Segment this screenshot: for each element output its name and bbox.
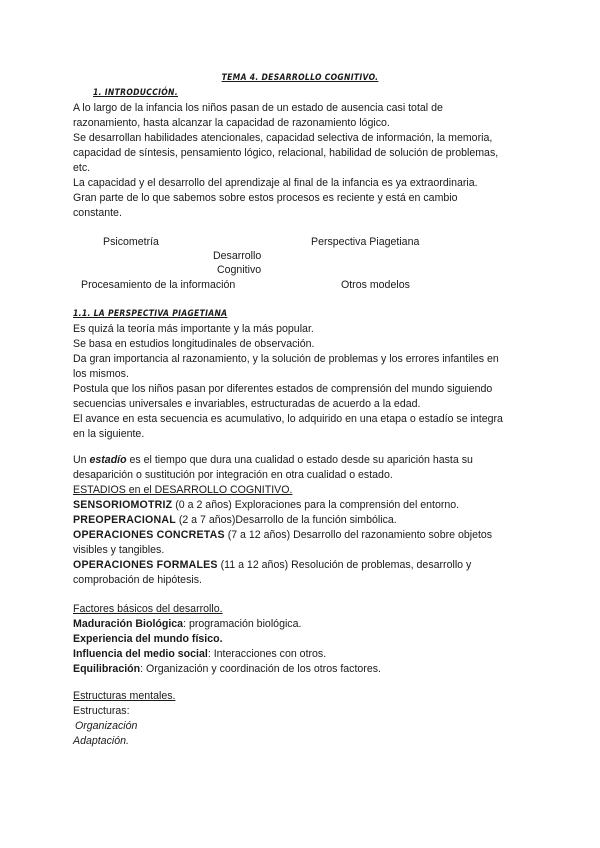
- structures-label: Estructuras:: [73, 705, 130, 717]
- diagram-center-line2: Cognitivo: [217, 264, 262, 276]
- page-title: TEMA 4. DESARROLLO COGNITIVO.: [221, 73, 379, 83]
- stage-item-continued: comprobación de hipótesis.: [73, 574, 202, 586]
- text-line: constante.: [73, 207, 122, 219]
- text-line: La capacidad y el desarrollo del aprendizaje al final de la infancia es ya extraordinaria.: [73, 177, 478, 189]
- stage-item: OPERACIONES CONCRETAS (7 a 12 años) Desarrollo del razonamiento sobre objetos: [73, 529, 493, 541]
- text-line: etc.: [73, 162, 91, 174]
- stage-item-continued: visibles y tangibles.: [73, 544, 165, 556]
- diagram-bottom-left: Procesamiento de la información: [81, 279, 236, 291]
- stage-item: OPERACIONES FORMALES (11 a 12 años) Resolución de problemas, desarrollo y: [73, 559, 472, 571]
- diagram-center-line1: Desarrollo: [213, 250, 262, 262]
- text-line: desaparición o sustitución por integración en otra cualidad o estado.: [73, 469, 393, 481]
- factor-item: Maduración Biológica: programación biológica.: [73, 618, 302, 630]
- structures-section: [73, 689, 533, 749]
- text-line: El avance en esta secuencia es acumulativo, lo adquirido en una etapa o estadío se integra: [73, 413, 503, 425]
- structure-item: Organización: [75, 720, 138, 732]
- diagram-bottom-right: Otros modelos: [341, 279, 410, 291]
- diagram-top-left: Psicometría: [103, 236, 159, 248]
- section-heading-piaget: 1.1. LA PERSPECTIVA PIAGETIANA: [73, 309, 228, 319]
- section-heading-intro: 1. INTRODUCCIÓN.: [93, 88, 178, 98]
- stage-item: SENSORIOMOTRIZ (0 a 2 años) Exploraciones para la comprensión del entorno.: [73, 499, 460, 511]
- text-line: razonamiento, hasta alcanzar la capacidad de razonamiento lógico.: [73, 117, 390, 129]
- intro-paragraph: [73, 101, 533, 221]
- structures-heading: Estructuras mentales.: [73, 690, 176, 702]
- text-line: Postula que los niños pasan por diferentes estados de comprensión del mundo siguiendo: [73, 383, 493, 395]
- factor-item: Experiencia del mundo físico.: [73, 633, 223, 645]
- estadio-definition: [73, 453, 533, 588]
- text-line: Es quizá la teoría más importante y la más popular.: [73, 323, 314, 335]
- text-line: Se basa en estudios longitudinales de observación.: [73, 338, 315, 350]
- estadio-term: estadío: [89, 454, 127, 466]
- text-line: Gran parte de lo que sabemos sobre estos procesos es reciente y está en cambio: [73, 192, 458, 204]
- text-line: A lo largo de la infancia los niños pasan de un estado de ausencia casi total de: [73, 102, 443, 114]
- stages-heading: ESTADIOS en el DESARROLLO COGNITIVO.: [73, 484, 293, 496]
- piaget-paragraph: [73, 322, 533, 442]
- text-line: Se desarrollan habilidades atencionales, capacidad selectiva de información, la memoria,: [73, 132, 493, 144]
- text-line: los mismos.: [73, 368, 129, 380]
- factors-section: [73, 602, 533, 677]
- text-line: en la siguiente.: [73, 428, 145, 440]
- models-diagram: [0, 236, 600, 298]
- text-line: secuencias universales e invariables, estructuradas de acuerdo a la edad.: [73, 398, 421, 410]
- text-line: Da gran importancia al razonamiento, y la solución de problemas y los errores infantiles en: [73, 353, 499, 365]
- stage-item: PREOPERACIONAL (2 a 7 años)Desarrollo de la función simbólica.: [73, 514, 397, 526]
- text-line: capacidad de síntesis, pensamiento lógico, relacional, habilidad de solución de problemas,: [73, 147, 499, 159]
- factors-heading: Factores básicos del desarrollo.: [73, 603, 223, 615]
- factor-item: Influencia del medio social: Interacciones con otros.: [73, 648, 327, 660]
- diagram-top-right: Perspectiva Piagetiana: [311, 236, 420, 248]
- text-line: Un estadío es el tiempo que dura una cualidad o estado desde su aparición hasta su: [73, 454, 473, 466]
- structure-item: Adaptación.: [73, 735, 129, 747]
- factor-item: Equilibración: Organización y coordinación de los otros factores.: [73, 663, 381, 675]
